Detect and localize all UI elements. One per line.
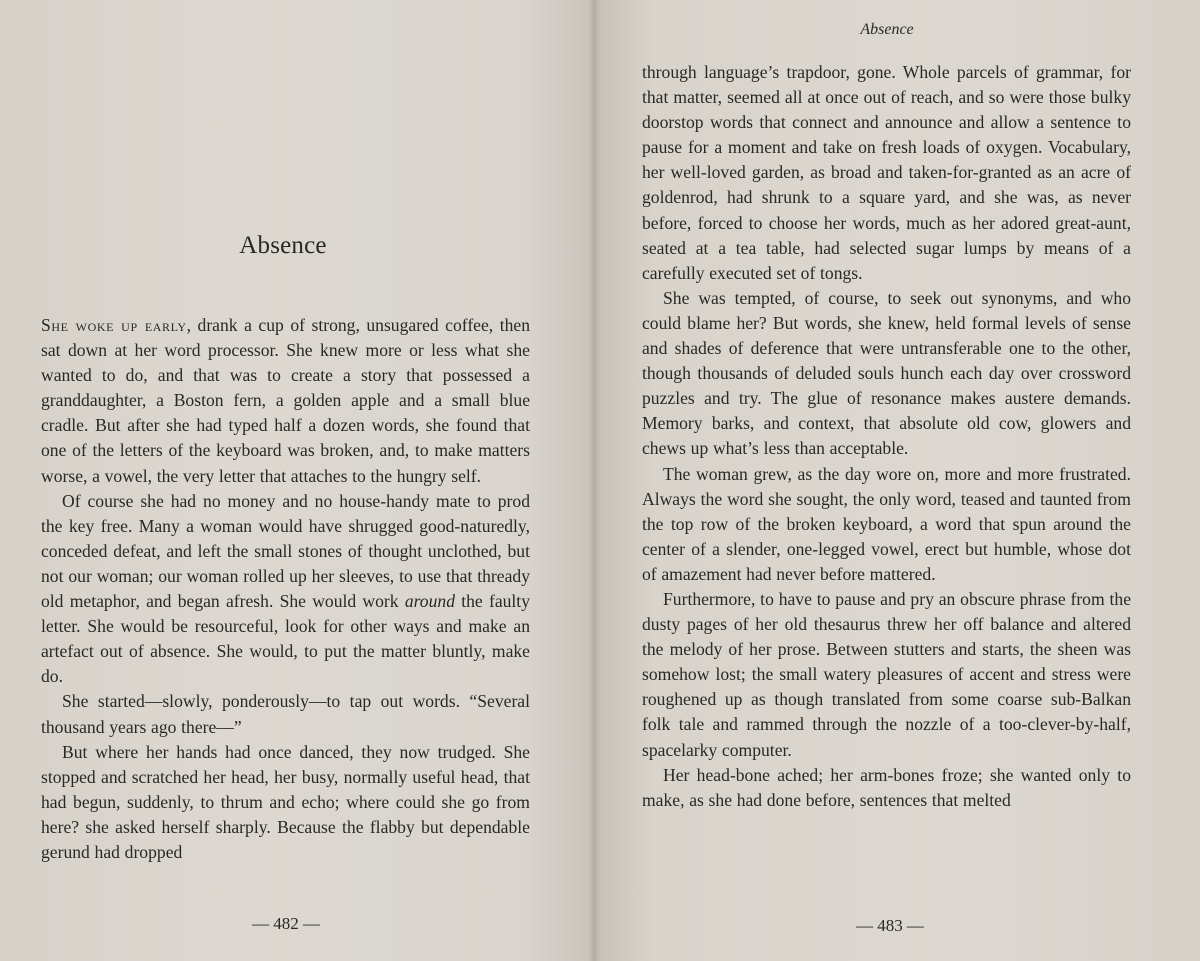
lead-in-smallcaps: She woke up early — [41, 315, 187, 335]
paragraph: She was tempted, of course, to seek out synonyms, and who could blame her? But words, she knew, held formal levels of sense and shades of deference that were untransferable one to the other, though thousands of deluded souls hunch each day over crossword puzzles and try. The glue of resonance makes austere demands. Memory barks, and context, that absolute old cow, glowers and chews up what’s less than acceptable. — [642, 287, 1131, 459]
paragraph: But where her hands had once danced, they now trudged. She stopped and scratched her head, her busy, normally useful head, that had begun, suddenly, to thrum and echo; where could she go from here? she asked herself sharply. Because the flabby but dependable gerund had dropped — [41, 741, 530, 862]
paragraph: She started—slowly, ponderously—to tap out words. “Several thousand years ago there—” — [41, 691, 530, 737]
paragraph: Her head-bone ached; her arm-bones froze; she wanted only to make, as she had done before, sentences that melted — [642, 764, 1131, 810]
paragraph: The woman grew, as the day wore on, more and more frustrated. Always the word she sought, the only word, teased and taunted from the top row of the broken keyboard, a word that spun around the center of a slender, one-legged vowel, erect but humble, whose dot of amazement had never before mattered. — [642, 463, 1131, 584]
paragraph — [41, 313, 530, 489]
right-page-body — [642, 60, 1131, 813]
paragraph: Furthermore, to have to pause and pry an obscure phrase from the dusty pages of her old thesaurus threw her off balance and altered the melody of her prose. Between stutters and starts, the sheen was somehow lost; the small watery pleasures of accent and stress were roughened up as though translated from some coarse sub-Balkan folk tale and rammed through the nozzle of a too-clever-by-half, spacelarky computer. — [642, 588, 1131, 760]
paragraph-text: the faulty letter. She would be resourceful, look for other ways and make an artefact out of absence. She would, to put the matter bluntly, make do. — [41, 591, 530, 687]
book-gutter — [588, 0, 600, 961]
page-number: — 482 — — [252, 914, 320, 933]
paragraph — [41, 489, 530, 690]
chapter-title: Absence — [239, 232, 327, 259]
left-page — [0, 0, 594, 961]
page-number: — 483 — — [856, 916, 924, 935]
right-page — [594, 0, 1200, 961]
left-page-body — [41, 313, 530, 865]
running-head: Absence — [860, 21, 914, 38]
emphasis-word: around — [404, 591, 455, 612]
paragraph-text: , drank a cup of strong, unsugared coffee, then sat down at her word processor. She knew more or less what she wanted to do, and that was to create a story that possessed a granddaughter, a Boston fern, a golden apple and a small blue cradle. But after she had typed half a dozen words, she found that one of the letters of the keyboard was broken, and, to make matters worse, a vowel, the very letter that attaches to the hungry self. — [41, 315, 530, 486]
paragraph: through language’s trapdoor, gone. Whole parcels of grammar, for that matter, seemed all at once out of reach, and so were those bulky doorstop words that connect and announce and allow a sentence to pause for a moment and take on fresh loads of oxygen. Vocabulary, her well-loved garden, as broad and taken-for-granted as an acre of goldenrod, had shrunk to a square yard, and she was, as never before, forced to choose her words, much as her adored great-aunt, seated at a tea table, had selected sugar lumps by means of a carefully executed set of tongs. — [642, 62, 1131, 283]
paragraph-text: Of course she had no money and no house-handy mate to prod the key free. Many a woman would have shrugged good-naturedly, conceded defeat, and left the small stones of thought unclothed, but not our woman; our woman rolled up her sleeves, to use that thready old metaphor, and began afresh. She would work — [41, 490, 530, 612]
